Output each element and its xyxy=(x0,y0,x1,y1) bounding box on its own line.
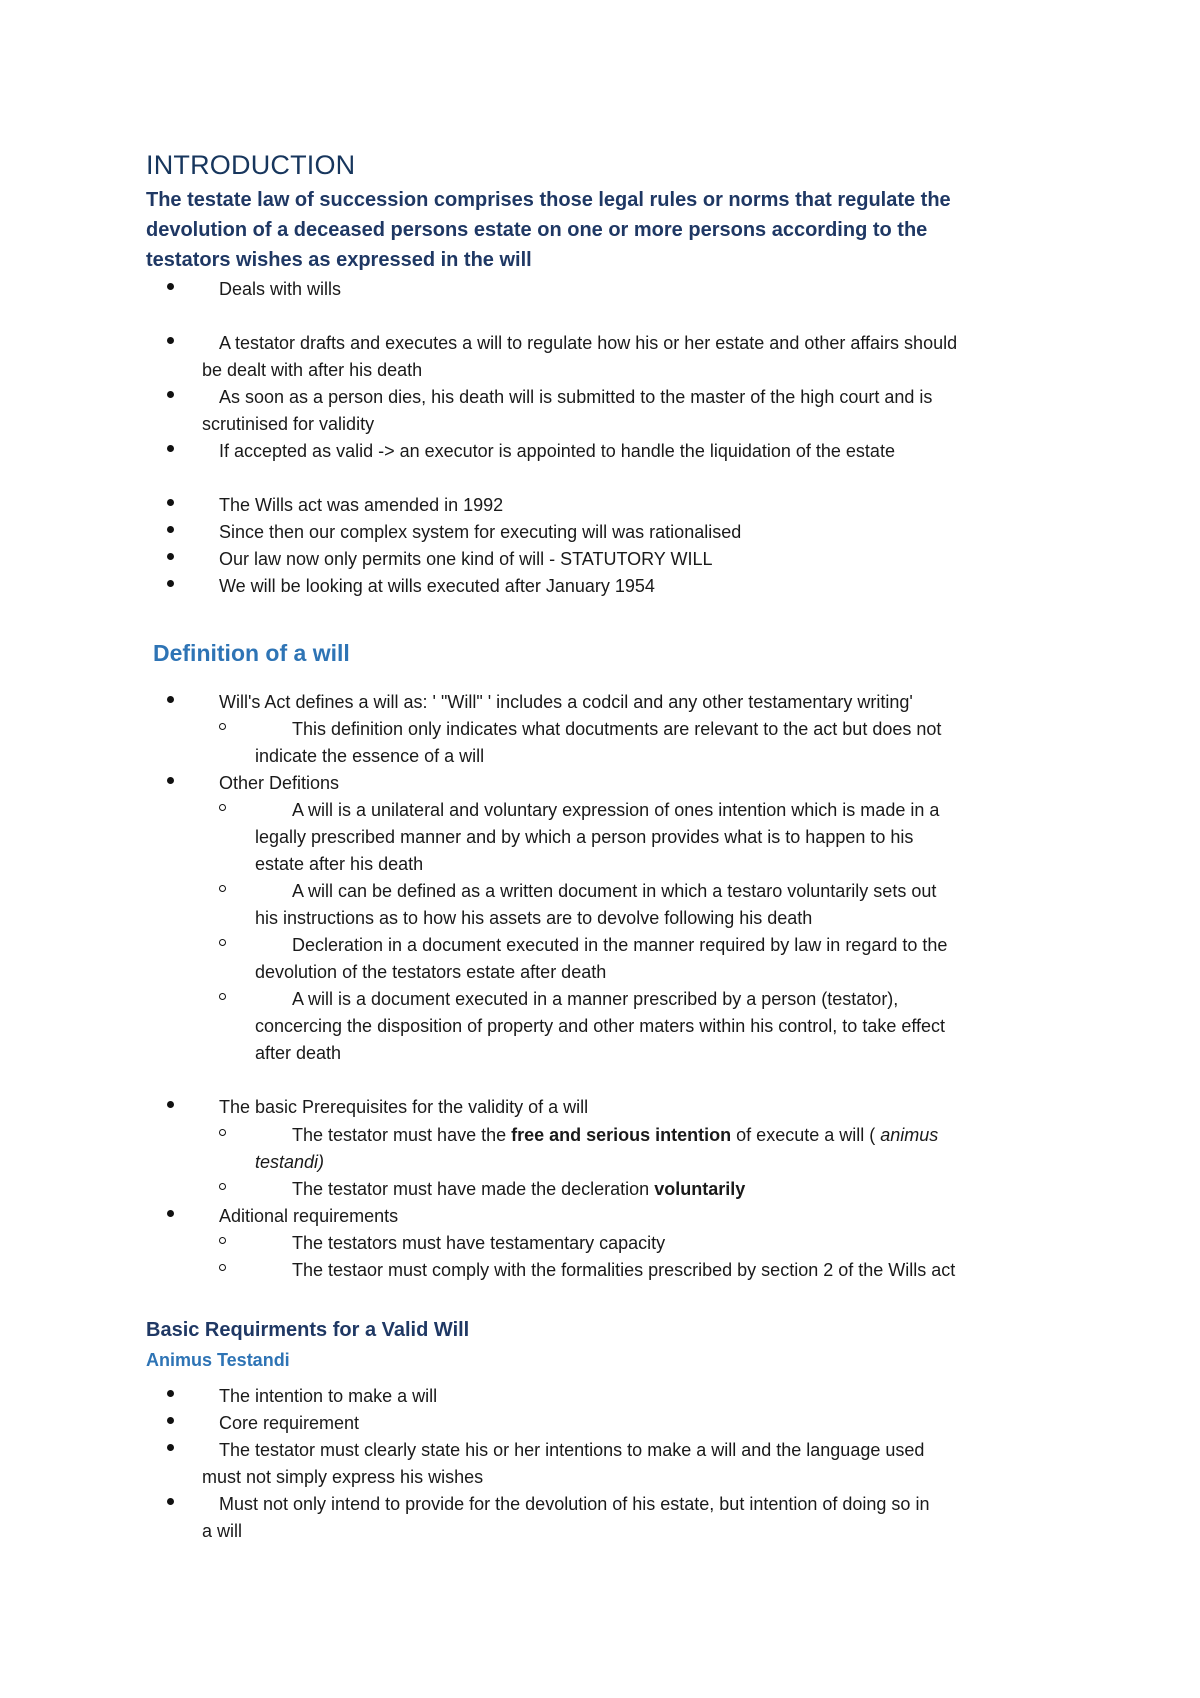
list-item: The Wills act was amended in 1992 xyxy=(219,495,504,515)
subheading-animus-testandi: Animus Testandi xyxy=(146,1350,290,1370)
list-item: If accepted as valid -> an executor is appointed to handle the liquidation of the estate xyxy=(219,441,895,461)
bullet-icon xyxy=(167,1417,174,1424)
bullet-icon xyxy=(167,1210,174,1217)
sub-list-item-continuation: legally prescribed manner and by which a person provides what is to happen to his xyxy=(255,827,914,847)
sub-list-item: A will can be defined as a written document in which a testaro voluntarily sets out xyxy=(292,881,937,901)
sub-list-item: A will is a unilateral and voluntary expression of ones intention which is made in a xyxy=(292,800,940,820)
bullet-icon xyxy=(167,553,174,560)
list-item-continuation: must not simply express his wishes xyxy=(202,1467,484,1487)
heading-definition: Definition of a will xyxy=(153,640,350,666)
list-item-continuation: be dealt with after his death xyxy=(202,360,423,380)
list-item: The basic Prerequisites for the validity of a will xyxy=(219,1097,589,1117)
sub-list-item-continuation xyxy=(255,1152,324,1173)
sub-bullet-icon xyxy=(219,804,226,811)
text-segment: The testator must have the xyxy=(292,1125,512,1145)
sub-list-item-continuation: concercing the disposition of property and other maters within his control, to take effect xyxy=(255,1016,946,1036)
sub-bullet-icon xyxy=(219,1237,226,1244)
list-item: Aditional requirements xyxy=(219,1206,399,1226)
bullet-icon xyxy=(167,445,174,452)
bullet-icon xyxy=(167,1444,174,1451)
list-item: Our law now only permits one kind of will - STATUTORY WILL xyxy=(219,549,713,569)
bullet-icon xyxy=(167,499,174,506)
heading-basic-requirements: Basic Requirments for a Valid Will xyxy=(146,1319,470,1341)
heading-introduction: INTRODUCTION xyxy=(146,150,356,180)
text-segment: of execute a will ( xyxy=(731,1125,881,1145)
list-item-continuation: a will xyxy=(202,1521,243,1541)
bold-text: voluntarily xyxy=(654,1179,746,1199)
list-item: The intention to make a will xyxy=(219,1386,438,1406)
sub-bullet-icon xyxy=(219,993,226,1000)
lead-paragraph-line-2: devolution of a deceased persons estate on one or more persons according to the xyxy=(146,219,928,241)
list-item-continuation: scrutinised for validity xyxy=(202,414,375,434)
lead-paragraph-line-1: The testate law of succession comprises those legal rules or norms that regulate the xyxy=(146,189,951,211)
sub-bullet-icon xyxy=(219,723,226,730)
list-item: A testator drafts and executes a will to regulate how his or her estate and other affairs should xyxy=(219,333,958,353)
sub-list-item: This definition only indicates what docutments are relevant to the act but does not xyxy=(292,719,942,739)
italic-text: animus xyxy=(880,1125,939,1145)
text-segment: The testator must have made the decleration xyxy=(292,1179,655,1199)
sub-list-item-continuation: devolution of the testators estate after death xyxy=(255,962,607,982)
list-item: Will's Act defines a will as: ' "Will" ' includes a codcil and any other testamentary writing' xyxy=(219,692,913,712)
sub-list-item-continuation: estate after his death xyxy=(255,854,424,874)
bullet-icon xyxy=(167,777,174,784)
list-item: Deals with wills xyxy=(219,279,342,299)
list-item: We will be looking at wills executed after January 1954 xyxy=(219,576,655,596)
sub-bullet-icon xyxy=(219,1264,226,1271)
bullet-icon xyxy=(167,526,174,533)
bullet-icon xyxy=(167,1101,174,1108)
sub-list-item-continuation: indicate the essence of a will xyxy=(255,746,485,766)
bullet-icon xyxy=(167,283,174,290)
sub-list-item xyxy=(292,1125,938,1146)
list-item: Must not only intend to provide for the devolution of his estate, but intention of doing so in xyxy=(219,1494,930,1514)
list-item: Core requirement xyxy=(219,1413,360,1433)
sub-list-item: Decleration in a document executed in the manner required by law in regard to the xyxy=(292,935,948,955)
bullet-icon xyxy=(167,337,174,344)
sub-bullet-icon xyxy=(219,1183,226,1190)
sub-list-item: The testators must have testamentary capacity xyxy=(292,1233,666,1253)
sub-list-item xyxy=(292,1179,745,1200)
list-item: Since then our complex system for executing will was rationalised xyxy=(219,522,742,542)
list-item: Other Defitions xyxy=(219,773,340,793)
bullet-icon xyxy=(167,1498,174,1505)
sub-bullet-icon xyxy=(219,885,226,892)
list-item: The testator must clearly state his or her intentions to make a will and the language used xyxy=(219,1440,925,1460)
lead-paragraph-line-3: testators wishes as expressed in the will xyxy=(146,249,532,271)
sub-list-item-continuation: after death xyxy=(255,1043,342,1063)
bullet-icon xyxy=(167,580,174,587)
bold-text: free and serious intention xyxy=(511,1125,732,1145)
sub-bullet-icon xyxy=(219,1129,226,1136)
list-item: As soon as a person dies, his death will is submitted to the master of the high court and is xyxy=(219,387,933,407)
sub-list-item: A will is a document executed in a manner prescribed by a person (testator), xyxy=(292,989,899,1009)
sub-bullet-icon xyxy=(219,939,226,946)
sub-list-item: The testaor must comply with the formalities prescribed by section 2 of the Wills act xyxy=(292,1260,956,1280)
italic-text: testandi) xyxy=(255,1152,325,1172)
bullet-icon xyxy=(167,391,174,398)
bullet-icon xyxy=(167,696,174,703)
sub-list-item-continuation: his instructions as to how his assets are to devolve following his death xyxy=(255,908,813,928)
bullet-icon xyxy=(167,1390,174,1397)
